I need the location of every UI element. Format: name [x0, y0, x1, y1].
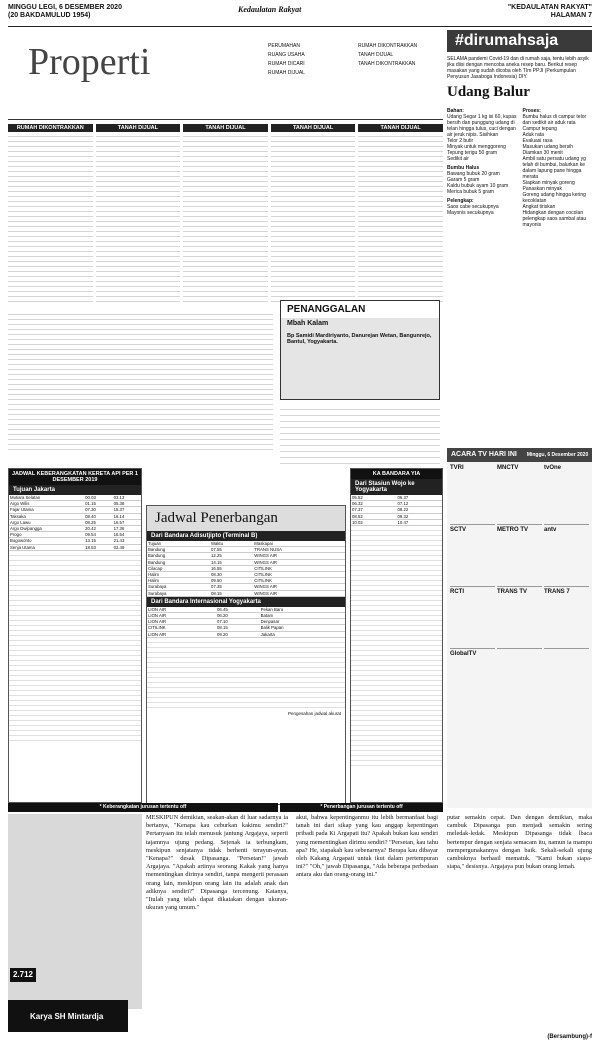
tag: RUMAH DICARI — [268, 61, 305, 67]
proses-item: Angkat tiriskan — [522, 204, 556, 210]
tv-date: Minggu, 6 Desember 2020 — [526, 452, 589, 458]
recipe-left — [447, 105, 517, 228]
recipe-sidebar — [447, 30, 592, 440]
flight-more-rows — [147, 638, 345, 710]
bandara-sub: Dari Stasiun Wojo ke Yogyakarta — [351, 479, 442, 495]
recipe-body — [447, 105, 592, 228]
bahan-item: Telor 2 butir — [447, 138, 474, 144]
flight-schedule — [146, 505, 346, 805]
channel-logo: RCTI — [450, 589, 495, 649]
classified-col — [96, 124, 181, 306]
table-header: Tujuan Waktu Maskapai — [147, 541, 345, 547]
bumbu-item: Merica bubuk 5 gram — [447, 189, 494, 195]
channel-logo: antv — [544, 527, 589, 587]
channel-logo: METRO TV — [497, 527, 542, 587]
proses-item: Panaskan minyak — [522, 186, 562, 192]
header-page: HALAMAN 7 — [550, 12, 592, 19]
tag: RUMAH DIJUAL — [268, 70, 305, 76]
proses-title: Proses: — [522, 108, 541, 114]
serial-credit: Karya SH Mintardja — [8, 1000, 128, 1032]
proses-item: Ambil satu persatu udang yg telah di bumbui, balurkan ke dalam lapung pane hingga merata — [522, 156, 586, 180]
penanggalan-address: Bp Samidi Mardiriyanto, Danurejan Wetan, Bangunrejo, Bantul, Yogyakarta. — [287, 333, 432, 345]
table-row: 06.32 07.12 — [351, 501, 442, 507]
tag: PERUMAHAN — [268, 43, 300, 49]
col-heading: TANAH DIJUAL — [271, 124, 356, 132]
table-row: Taksaka 08.40 16.14 — [9, 513, 141, 519]
pelengkap-item: Mayonis secukupnya — [447, 210, 494, 216]
table-row: 08.52 09.32 — [351, 513, 442, 519]
flight-table-2 — [147, 607, 345, 638]
col-heading: TANAH DIJUAL — [183, 124, 268, 132]
penanggalan-box — [280, 300, 440, 400]
header-right — [508, 4, 592, 20]
table-row: Argo Wilis 01.15 05.38 — [9, 501, 141, 507]
train-sub: Tujuan Jakarta — [9, 485, 141, 495]
tag: TANAH DIKONTRAKKAN — [358, 61, 416, 67]
recipe-title: Udang Balur — [447, 84, 530, 100]
table-row: CITILINK 08.15 Balik Papan — [147, 625, 345, 631]
train-title: JADWAL KEBERANGKATAN KERETA API PER 1 DESEMBER 2019 — [9, 469, 141, 485]
pelengkap-item: Saos cabe secukupnya — [447, 204, 499, 210]
tv-channels — [447, 462, 592, 714]
channel-logo: SCTV — [450, 527, 495, 587]
classified-area — [8, 124, 443, 306]
sidebar-heading: #dirumahsaja — [447, 30, 592, 52]
bahan-item: Udang Segar 1 kg isi 60, kupas bersih dan punggung udang di telan hingga tulus, cuci dengan air jeruk nipis. Sisihkan — [447, 114, 517, 138]
flight-title: Jadwal Penerbangan — [147, 506, 345, 531]
article-col-3: putar semakin cepat. Dan dengan demikian, maka cambuk Dipasanga pun menjadi semakin sering meledak-ledak. Meskipun Dipasanga tidak lbaca bertempur dengan senjata semacam itu, namun ia mampu mempergunakannya dengan baik. Sekali-sekali ujung cambuknya berhasil mematuk. "Kami bukan siapa-siapa," desisnya. Argajaya pun bukan orang lemah. — [447, 814, 592, 871]
channel-logo: TRANS TV — [497, 589, 542, 649]
col-heading: RUMAH DIKONTRAKKAN — [8, 124, 93, 132]
channel-logo: tvOne — [544, 465, 589, 525]
article-col-1: MESKIPUN demikian, seakan-akan di luar sadarnya ia bertanya, "Kenapa kau ceburkan kakimu sendiri?" Pertanyaan itu telah menusuk jantung Argajaya, seperti tajamnya ujung pedang. Sejenak ia terbungkam, meskipun senjatanya tidak berhenti terayun-ayun. "Kenapa?" desak Dipasanga. "Persetan!" jawab Argajaya. "Apakah artinya seorang Kakak yang hanya mementingkan dirinya sendiri, tanpa mengerti perasaan orang lain, meskipun orang lain itu adalah anak dan adiknya sendiri?" Dipasanga tercenung. Katanya, "Itulah yang telah dapat dikatakan dengan ukuran-ukuran yang umum." — [146, 814, 288, 912]
flight-sub2: Dari Bandara Internasional Yogyakarta — [147, 597, 345, 607]
page-header — [8, 4, 592, 26]
classified-col — [183, 124, 268, 306]
flight-footer: Pengesahan jadwal akurat — [287, 710, 341, 716]
recipe-right — [523, 105, 593, 228]
episode-number: 2.712 — [10, 968, 36, 982]
table-row: Mutiara Selatan 00.03 03.13 — [9, 495, 141, 501]
table-row: Bogowonto 13.15 21.43 — [9, 538, 141, 544]
bahan-title: Bahan: — [447, 108, 464, 114]
classified-text — [96, 132, 181, 302]
bandara-train — [350, 468, 443, 803]
proses-item: Siapkan minyak goreng — [522, 180, 575, 186]
train-table — [9, 495, 141, 551]
proses-item: Bumbu halus di campur telor dan sedikit air aduk rata — [522, 114, 587, 126]
table-row: Halim 09.50 CITILINK — [147, 578, 345, 584]
header-paper: "KEDAULATAN RAKYAT" — [507, 4, 592, 11]
table-row: Bandung 12.25 WINGS AIR — [147, 553, 345, 559]
flight-footnote: * Penerbangan jurusan tertentu off — [280, 803, 443, 812]
tv-title: ACARA TV HARI INI — [451, 451, 517, 458]
channel-logo: TRANS 7 — [544, 589, 589, 649]
classified-text — [183, 132, 268, 302]
header-left — [8, 4, 122, 20]
header-rule — [8, 26, 592, 27]
tv-header — [447, 448, 592, 462]
bahan-item: Minyak untuk menggoreng — [447, 144, 506, 150]
table-row: Progo 09.54 16.54 — [9, 532, 141, 538]
classified-col — [271, 124, 356, 306]
table-row: LION AIR 06.20 Batam — [147, 613, 345, 619]
classified-col — [358, 124, 443, 306]
pelengkap-title: Pelengkap: — [447, 198, 474, 204]
tag: RUMAH DIKONTRAKKAN — [358, 43, 418, 49]
table-row: Cilacap 16.55 CITILINK — [147, 565, 345, 571]
channel-logo: MNCTV — [497, 465, 542, 525]
table-row: LION AIR 07.10 Denpasar — [147, 619, 345, 625]
table-row: Bandung 14.15 WINGS AIR — [147, 559, 345, 565]
bahan-item: Tepung terigu 50 gram — [447, 150, 498, 156]
train-more-rows — [9, 551, 141, 741]
sidebar-intro: SELAMA pandemi Covid-19 dan di rumah saja, tentu lebih asyik jika diisi dengan mencoba aneka resep baru. Berikut resep masakan yang sudah dicoba oleh TIm PPJI (Perkumpulan Penyusun Jasaboga Indonesia) DIY. — [447, 56, 589, 80]
header-date: MINGGU LEGI, 6 DESEMBER 2020 — [8, 4, 122, 11]
table-row: Argo Dwipangga 20.42 17.36 — [9, 526, 141, 532]
proses-item: Diamkan 30 menit — [522, 150, 563, 156]
proses-item: Aduk rata — [522, 132, 544, 138]
table-row: Surabaya 07.35 WINGS AIR — [147, 584, 345, 590]
penanggalan-title: PENANGGALAN — [281, 301, 439, 318]
train-schedule — [8, 468, 142, 803]
bumbu-item: Kaldu bubuk ayam 10 gram — [447, 183, 509, 189]
flight-sub1: Dari Bandara Adisutjipto (Terminal B) — [147, 531, 345, 541]
property-masthead — [8, 30, 443, 120]
table-row: Surabaya 08.15 WINGS AIR — [147, 590, 345, 596]
proses-item: Campur tepung — [522, 126, 557, 132]
table-row: Halim 08.30 CITILINK — [147, 572, 345, 578]
article-signoff: (Bersambung)-f — [547, 1034, 592, 1040]
table-row: 05.52 06.37 — [351, 495, 442, 501]
bandara-title: KA BANDARA YIA — [351, 469, 442, 479]
penanggalan-name: Mbah Kalam — [287, 320, 329, 327]
bandara-table — [351, 495, 442, 526]
header-masthead: Kedaulatan Rakyat — [238, 5, 302, 14]
col-heading: TANAH DIJUAL — [96, 124, 181, 132]
bumbu-item: Bawang bubuk 20 gram — [447, 171, 500, 177]
table-row: Fajar Utama 07.30 15.37 — [9, 507, 141, 513]
channel-logo: GlobalTV — [450, 651, 477, 657]
classified-text — [271, 132, 356, 302]
flight-table — [147, 541, 345, 597]
header-javanese-date: (20 BAKDAMULUD 1954) — [8, 12, 91, 19]
proses-item: Goreng udang hingga kering kecoklatan — [522, 192, 586, 204]
channel-logo: TVRI — [450, 465, 495, 525]
bumbu-item: Garam 5 gram — [447, 177, 480, 183]
article-col-2: akui, bahwa kepentinganmu itu lebih bermanfaat bagi tanah ini dari sikap yang kau anggap kepentingan pribadi pada Ki Argapati itu? Apakah bukan kau sendiri yang mementingkan dirimu sendiri? "Persetan, kau tahu apa? He, siapakah kau sebenarnya? Berapa kau dibayar oleh Kakang Argapati untuk ikut dalam pertempuran ini?" "Oh," jawab Dipasanga, "Ada beberapa perbedaan antara aku dan orang-orang ini." — [296, 814, 438, 879]
classified-text — [8, 132, 93, 302]
table-row: Argo Lawu 08.25 16.57 — [9, 519, 141, 525]
tag: TANAH DIJUAL — [358, 52, 394, 58]
bandara-more-rows — [351, 526, 442, 766]
classified-col — [8, 124, 93, 306]
table-row: Senja Utama 18.53 02.49 — [9, 544, 141, 550]
property-tags — [268, 42, 443, 78]
proses-item: Hidangkan dengan cocolan pelengkap saos sambal atau mayonis — [522, 210, 587, 228]
classified-text — [358, 132, 443, 302]
proses-item: Evaluasi rasa — [522, 138, 553, 144]
classified-more — [8, 310, 273, 450]
table-row: 10.02 10.47 — [351, 519, 442, 525]
table-row: Bandung 07.55 TRANS NUSA — [147, 547, 345, 553]
table-row: 07.37 08.22 — [351, 507, 442, 513]
bumbu-title: Bumbu Halus — [447, 165, 480, 171]
table-row: LION AIR 06.45 Pekan Baru — [147, 607, 345, 613]
penanggalan-text — [280, 404, 440, 464]
col-heading: TANAH DIJUAL — [358, 124, 443, 132]
train-footnote: * Keberangkatan jurusan tertentu off — [8, 803, 278, 812]
property-title: Properti — [28, 41, 151, 83]
tag: RUANG USAHA — [268, 52, 305, 58]
table-row: LION AIR 09.20 Jakarta — [147, 631, 345, 637]
tv-guide — [447, 448, 592, 808]
bahan-item: Sedikit air — [447, 156, 469, 162]
proses-item: Masukan udang bersih — [522, 144, 574, 150]
